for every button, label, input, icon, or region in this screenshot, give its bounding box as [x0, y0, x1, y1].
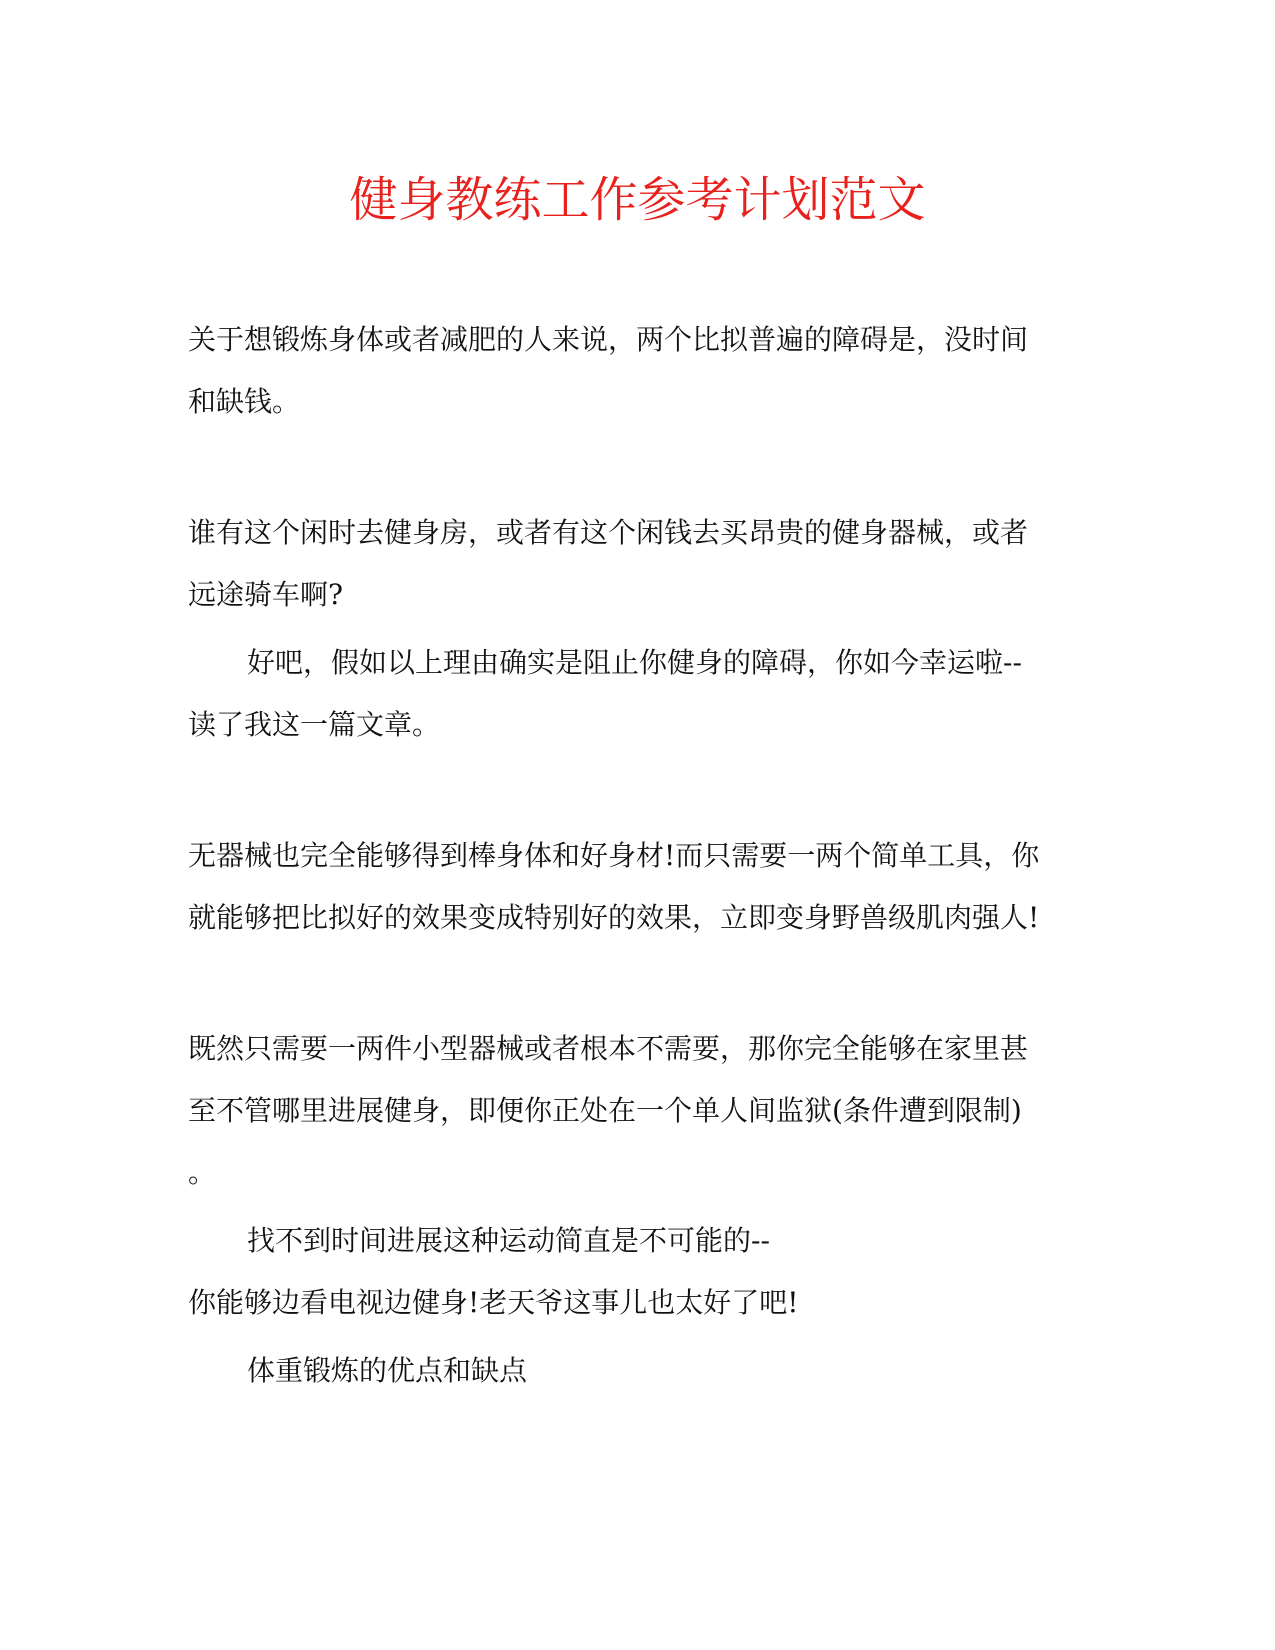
paragraph-line-5: 好吧，假如以上理由确实是阻止你健身的障碍，你如今幸运啦--: [247, 646, 1022, 679]
paragraph-line-9: 既然只需要一两件小型器械或者根本不需要，那你完全能够在家里甚: [188, 1032, 1029, 1065]
document-title: 健身教练工作参考计划范文: [349, 172, 926, 228]
paragraph-line-4: 远途骑车啊?: [188, 578, 344, 611]
section-heading-line: 体重锻炼的优点和缺点: [247, 1354, 528, 1387]
paragraph-line-7: 无器械也完全能够得到棒身体和好身材!而只需要一两个简单工具，你: [188, 839, 1040, 872]
paragraph-line-3: 谁有这个闲时去健身房，或者有这个闲钱去买昂贵的健身器械，或者: [188, 516, 1029, 549]
paragraph-line-13: 你能够边看电视边健身!老天爷这事儿也太好了吧!: [188, 1286, 799, 1319]
paragraph-line-2: 和缺钱。: [188, 385, 301, 418]
paragraph-line-11: 。: [188, 1156, 217, 1189]
paragraph-line-1: 关于想锻炼身体或者减肥的人来说，两个比拟普遍的障碍是，没时间: [188, 323, 1029, 356]
paragraph-line-10: 至不管哪里进展健身，即便你正处在一个单人间监狱(条件遭到限制): [188, 1094, 1022, 1127]
paragraph-line-6: 读了我这一篇文章。: [188, 708, 441, 741]
paragraph-line-8: 就能够把比拟好的效果变成特别好的效果，立即变身野兽级肌肉强人!: [188, 901, 1040, 934]
paragraph-line-12: 找不到时间进展这种运动简直是不可能的--: [247, 1224, 770, 1257]
